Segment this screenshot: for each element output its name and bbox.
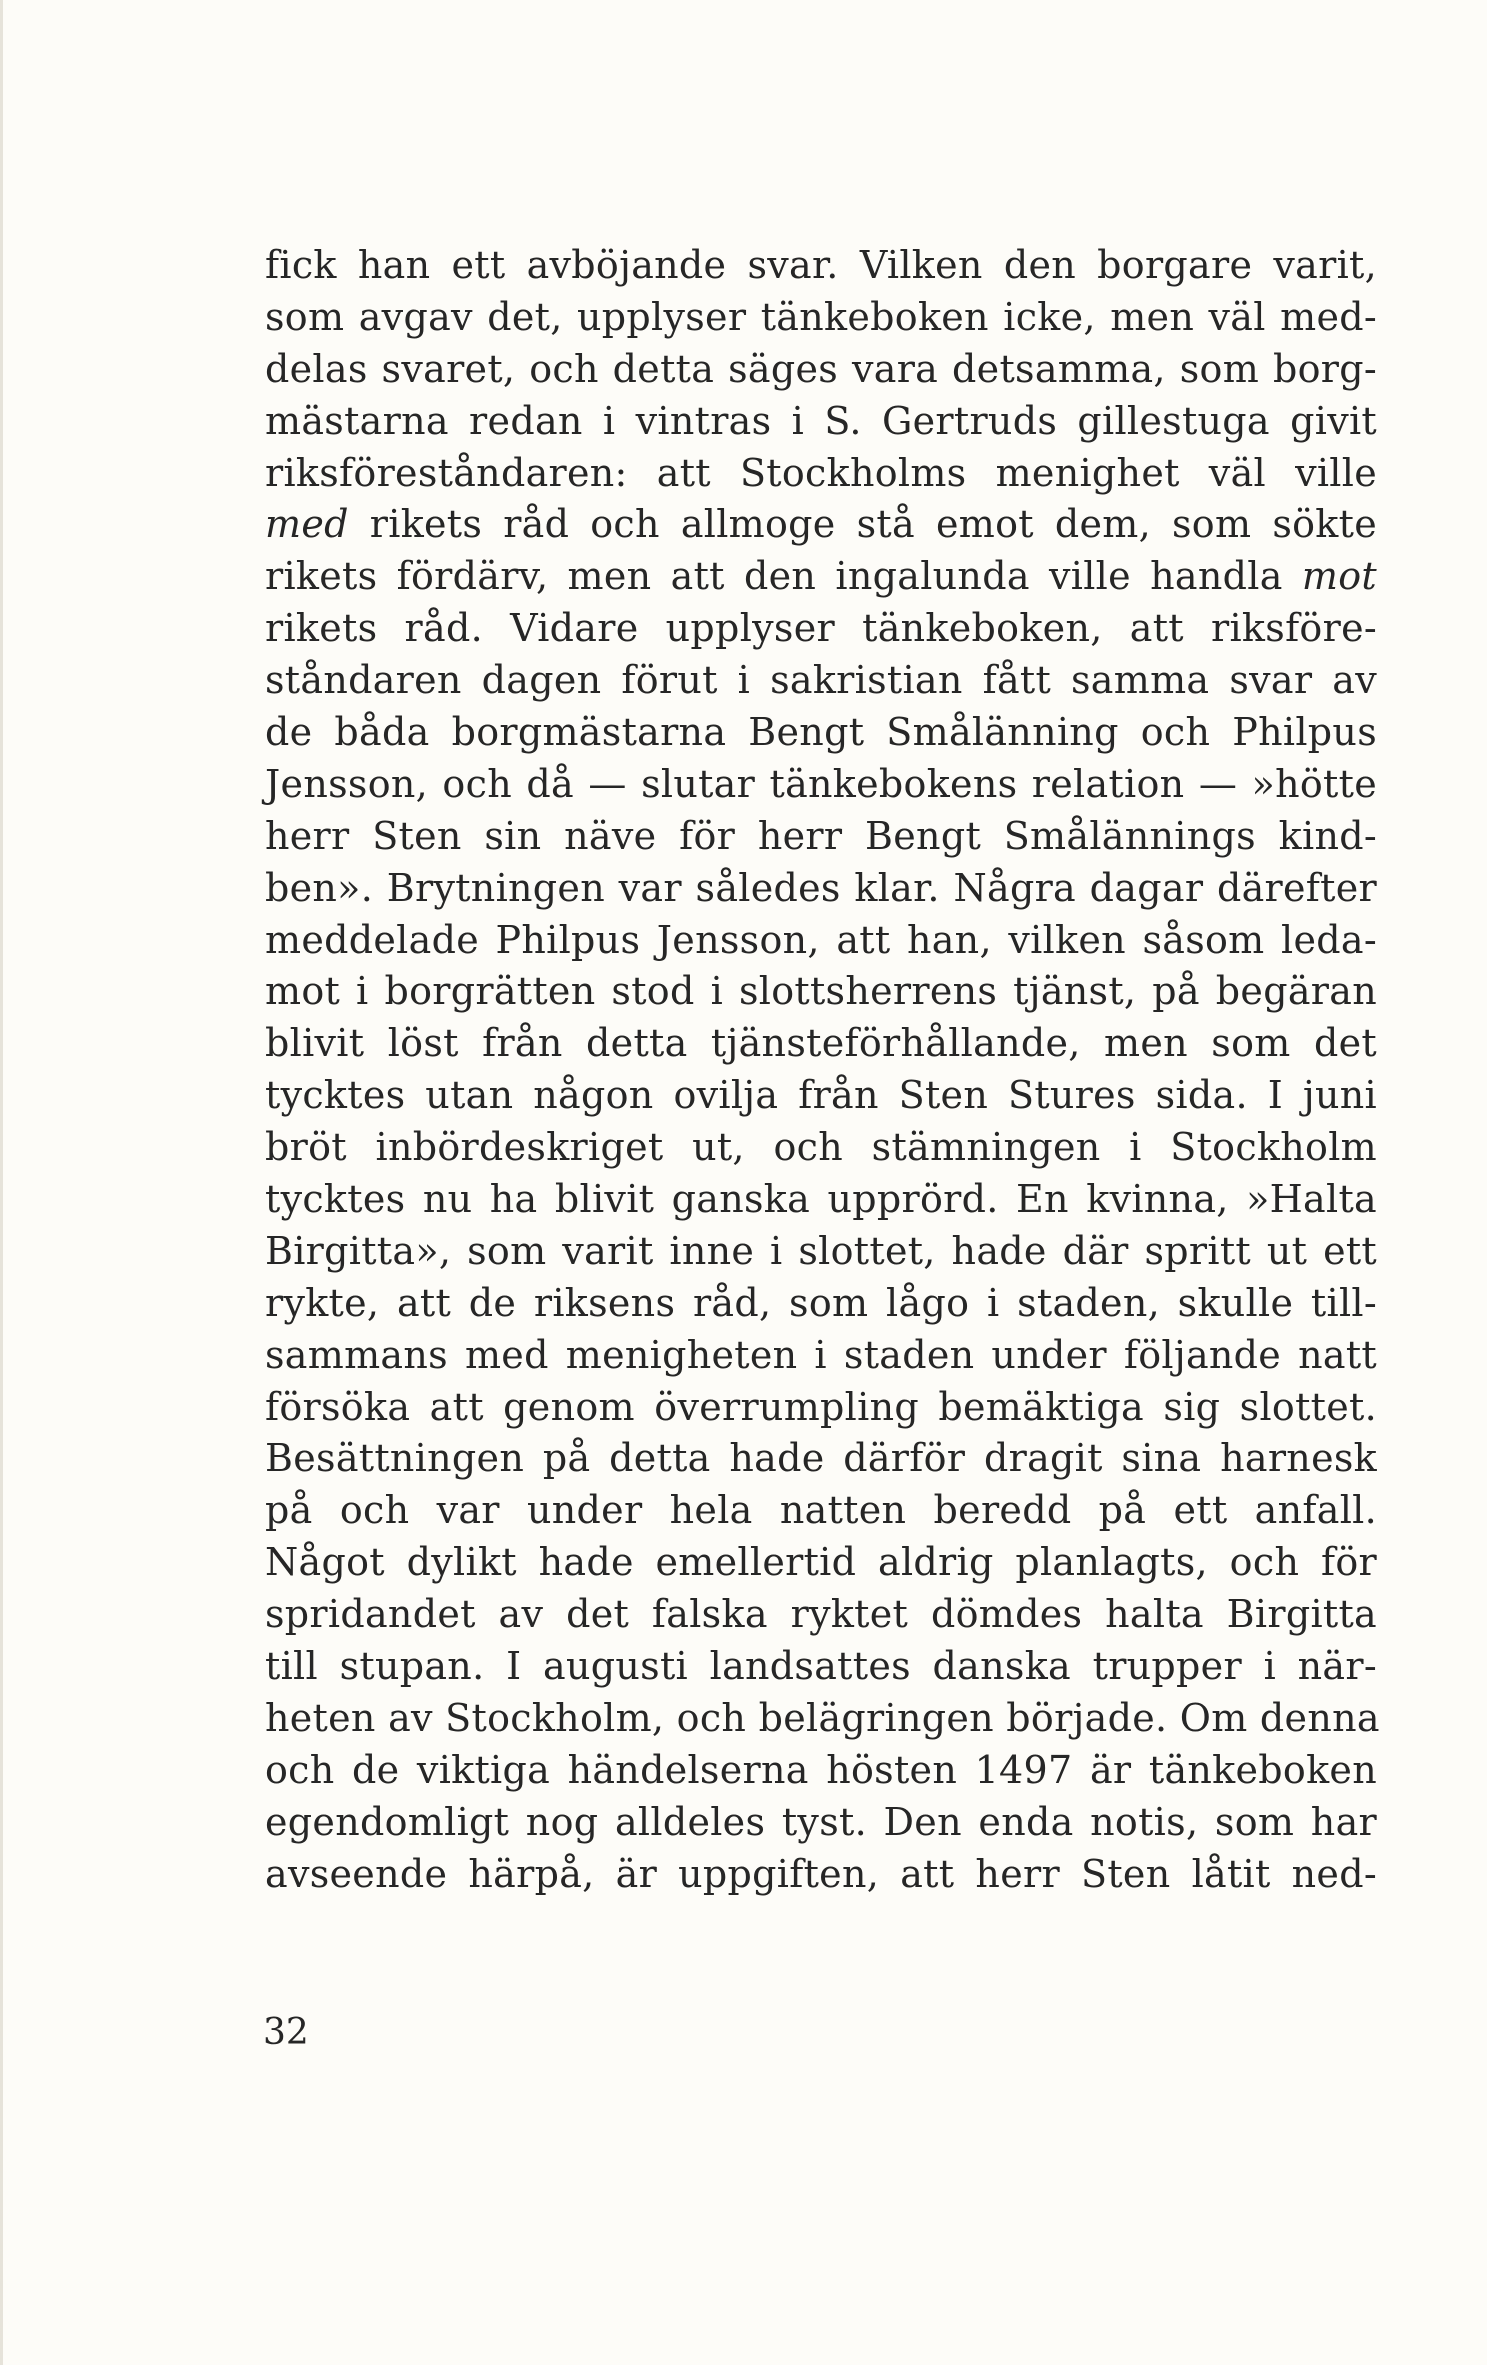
text-segment: bröt inbördeskriget ut, och stämningen i Stockholm — [265, 1125, 1377, 1170]
text-line — [265, 863, 1377, 915]
text-line — [265, 1122, 1377, 1174]
text-segment: rikets råd och allmoge stå emot dem, som sökte — [348, 502, 1377, 547]
text-line — [265, 1382, 1377, 1434]
text-segment: och de viktiga händelserna hösten 1497 är tänkeboken — [265, 1747, 1377, 1792]
text-line — [265, 811, 1377, 863]
text-segment: ben». Brytningen var således klar. Några dagar därefter — [265, 865, 1377, 910]
text-line — [265, 344, 1377, 396]
page-number: 32 — [263, 2012, 309, 2053]
text-segment: rikets fördärv, men att den ingalunda ville handla — [265, 554, 1302, 599]
text-segment: som avgav det, upplyser tänkeboken icke, men väl med- — [265, 294, 1377, 339]
text-segment: fick han ett avböjande svar. Vilken den borgare varit, — [265, 243, 1377, 287]
text-segment: egendomligt nog alldeles tyst. Den enda notis, som har — [265, 1799, 1377, 1844]
text-line — [265, 655, 1377, 707]
text-line — [265, 499, 1377, 551]
body-text — [265, 240, 1380, 1901]
text-segment: sammans med menigheten i staden under följande natt — [265, 1332, 1377, 1377]
text-segment: mot i borgrätten stod i slottsherrens tjänst, på begäran — [265, 969, 1377, 1014]
text-segment: Jensson, och då — slutar tänkebokens relation — »hötte — [265, 761, 1377, 806]
text-line — [265, 240, 1377, 292]
text-segment: Birgitta», som varit inne i slottet, hade där spritt ut ett — [265, 1228, 1377, 1273]
text-line — [265, 1797, 1377, 1849]
text-line — [265, 1226, 1377, 1278]
text-segment: Besättningen på detta hade därför dragit sina harnesk — [265, 1436, 1377, 1481]
text-line — [265, 396, 1377, 448]
text-line — [265, 1537, 1377, 1589]
text-segment: rikets råd. Vidare upplyser tänkeboken, att riksföre- — [265, 606, 1377, 651]
text-line — [265, 707, 1377, 759]
text-segment: mästarna redan i vintras i S. Gertruds gillestuga givit — [265, 398, 1377, 443]
text-segment: herr Sten sin näve för herr Bengt Smålännings kind- — [265, 813, 1377, 858]
text-line — [265, 1589, 1377, 1641]
text-segment: rykte, att de riksens råd, som lågo i staden, skulle till- — [265, 1280, 1377, 1325]
text-line — [265, 915, 1377, 967]
text-line — [265, 1433, 1377, 1485]
text-segment: spridandet av det falska ryktet dömdes halta Birgitta — [265, 1592, 1377, 1637]
text-line — [265, 551, 1377, 603]
text-segment: avseende härpå, är uppgiften, att herr Sten låtit ned- — [265, 1851, 1377, 1896]
text-line — [265, 1641, 1377, 1693]
text-segment: på och var under hela natten beredd på ett anfall. — [265, 1488, 1377, 1533]
text-line — [265, 603, 1377, 655]
text-line — [265, 1693, 1380, 1745]
text-line — [265, 292, 1377, 344]
text-segment: heten av Stockholm, och belägringen började. Om denna — [265, 1695, 1380, 1740]
text-segment: meddelade Philpus Jensson, att han, vilken såsom leda- — [265, 917, 1377, 962]
text-line — [265, 1174, 1377, 1226]
text-segment: till stupan. I augusti landsattes danska trupper i när- — [265, 1644, 1377, 1689]
text-line — [265, 1485, 1377, 1537]
italic-word: mot — [1301, 554, 1377, 599]
text-line — [265, 966, 1377, 1018]
text-line — [265, 759, 1377, 811]
text-segment: försöka att genom överrumpling bemäktiga sig slottet. — [265, 1384, 1377, 1429]
text-segment: blivit löst från detta tjänsteförhållande, men som det — [265, 1021, 1377, 1066]
text-segment: Något dylikt hade emellertid aldrig planlagts, och för — [265, 1540, 1377, 1585]
text-line — [265, 1278, 1377, 1330]
text-line — [265, 1330, 1377, 1382]
text-segment: ståndaren dagen förut i sakristian fått samma svar av — [265, 658, 1377, 703]
text-line — [265, 448, 1377, 500]
text-line — [265, 1849, 1377, 1901]
text-segment: tycktes utan någon ovilja från Sten Stures sida. I juni — [265, 1073, 1377, 1118]
text-segment: riksföreståndaren: att Stockholms menighet väl ville — [265, 450, 1377, 495]
text-line — [265, 1070, 1377, 1122]
text-segment: delas svaret, och detta säges vara detsamma, som borg- — [265, 346, 1377, 391]
text-line — [265, 1745, 1377, 1797]
text-segment: tycktes nu ha blivit ganska upprörd. En kvinna, »Halta — [265, 1177, 1377, 1222]
text-segment: de båda borgmästarna Bengt Smålänning och Philpus — [265, 710, 1377, 755]
text-line — [265, 1018, 1377, 1070]
italic-word: med — [265, 502, 349, 547]
